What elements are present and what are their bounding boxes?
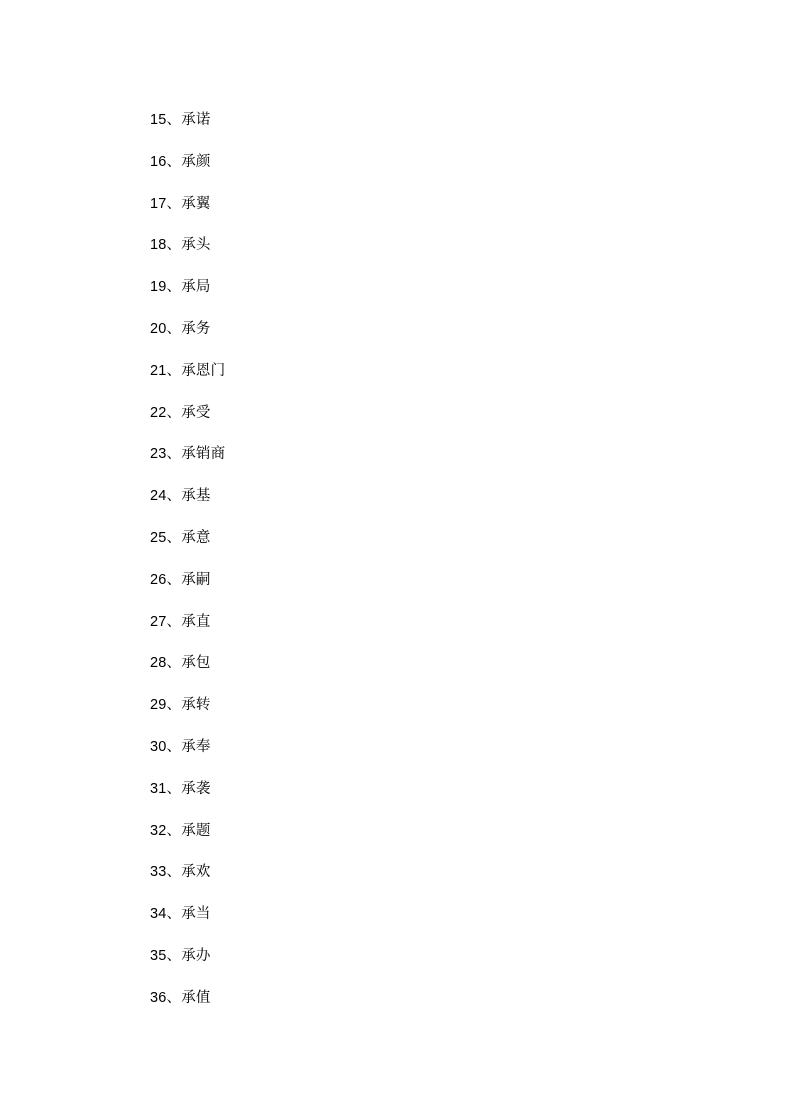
list-item-separator: 、 [166, 237, 182, 254]
list-item-number: 15 [150, 112, 167, 128]
list-item-separator: 、 [166, 655, 182, 672]
list-item-term: 承受 [181, 404, 211, 421]
list-item-separator: 、 [166, 446, 182, 463]
list-item-number: 29 [150, 697, 167, 714]
list-item-separator: 、 [166, 362, 182, 379]
list-item-separator: 、 [166, 989, 182, 1006]
list-item-separator: 、 [166, 780, 182, 797]
list-item-separator: 、 [166, 864, 182, 881]
list-item-separator: 、 [166, 195, 182, 212]
list-item-number: 19 [150, 279, 167, 296]
list-item-separator: 、 [166, 320, 182, 337]
list-item-term: 承翼 [181, 195, 211, 212]
numbered-term-list [150, 100, 702, 1020]
list-item [150, 518, 702, 560]
list-item-number: 32 [150, 822, 167, 839]
list-item-term: 承办 [181, 947, 211, 964]
list-item [150, 894, 702, 936]
list-item-number: 21 [150, 362, 167, 379]
list-item-term: 承题 [181, 822, 211, 839]
list-item-number: 16 [150, 153, 167, 170]
list-item-number: 34 [150, 906, 167, 923]
list-item [150, 393, 702, 435]
list-item [150, 769, 702, 811]
list-item-separator: 、 [166, 404, 182, 421]
list-item [150, 560, 702, 602]
list-item-number: 17 [150, 195, 167, 212]
list-item-term: 承欢 [181, 864, 211, 881]
list-item-number: 23 [150, 446, 167, 463]
list-item-number: 28 [150, 655, 167, 672]
list-item-separator: 、 [166, 906, 182, 923]
list-item [150, 100, 702, 142]
list-item-number: 27 [150, 613, 167, 630]
list-item-number: 18 [150, 237, 167, 254]
list-item-term: 承销商 [181, 446, 226, 463]
list-item-term: 承直 [181, 613, 211, 630]
list-item [150, 936, 702, 978]
list-item [150, 267, 702, 309]
list-item-number: 31 [150, 780, 167, 797]
list-item [150, 434, 702, 476]
list-item-term: 承诺 [181, 112, 211, 128]
list-item-separator: 、 [166, 613, 182, 630]
list-item-term: 承颜 [181, 153, 211, 170]
list-item-number: 24 [150, 488, 167, 505]
list-item-number: 36 [150, 989, 167, 1006]
list-item-term: 承包 [181, 655, 211, 672]
list-item-term: 承当 [181, 906, 211, 923]
list-item [150, 351, 702, 393]
list-item-separator: 、 [166, 112, 182, 128]
list-item-term: 承意 [181, 529, 211, 546]
list-item [150, 685, 702, 727]
list-item-term: 承恩门 [181, 362, 226, 379]
list-item [150, 852, 702, 894]
list-item-number: 25 [150, 529, 167, 546]
list-item-separator: 、 [166, 279, 182, 296]
list-item-separator: 、 [166, 529, 182, 546]
list-item-term: 承局 [181, 279, 211, 296]
list-item [150, 978, 702, 1020]
list-item [150, 727, 702, 769]
list-item [150, 142, 702, 184]
list-item [150, 309, 702, 351]
list-item-separator: 、 [166, 697, 182, 714]
list-item-separator: 、 [166, 738, 182, 755]
list-item-number: 30 [150, 738, 167, 755]
list-item-number: 20 [150, 320, 167, 337]
list-item-term: 承袭 [181, 780, 211, 797]
list-item-term: 承头 [181, 237, 211, 254]
list-item [150, 643, 702, 685]
list-item-term: 承转 [181, 697, 211, 714]
list-item-separator: 、 [166, 488, 182, 505]
list-item-separator: 、 [166, 822, 182, 839]
list-item-term: 承奉 [181, 738, 211, 755]
list-item-number: 22 [150, 404, 167, 421]
list-item [150, 476, 702, 518]
list-item-term: 承基 [181, 488, 211, 505]
list-item-number: 35 [150, 947, 167, 964]
list-item-term: 承嗣 [181, 571, 211, 588]
list-item [150, 811, 702, 853]
list-item-term: 承务 [181, 320, 211, 337]
list-item-number: 33 [150, 864, 167, 881]
list-item-term: 承值 [181, 989, 211, 1006]
list-item-separator: 、 [166, 947, 182, 964]
list-item [150, 225, 702, 267]
list-item [150, 184, 702, 226]
list-item-separator: 、 [166, 153, 182, 170]
list-item [150, 602, 702, 644]
list-item-number: 26 [150, 571, 167, 588]
list-item-separator: 、 [166, 571, 182, 588]
